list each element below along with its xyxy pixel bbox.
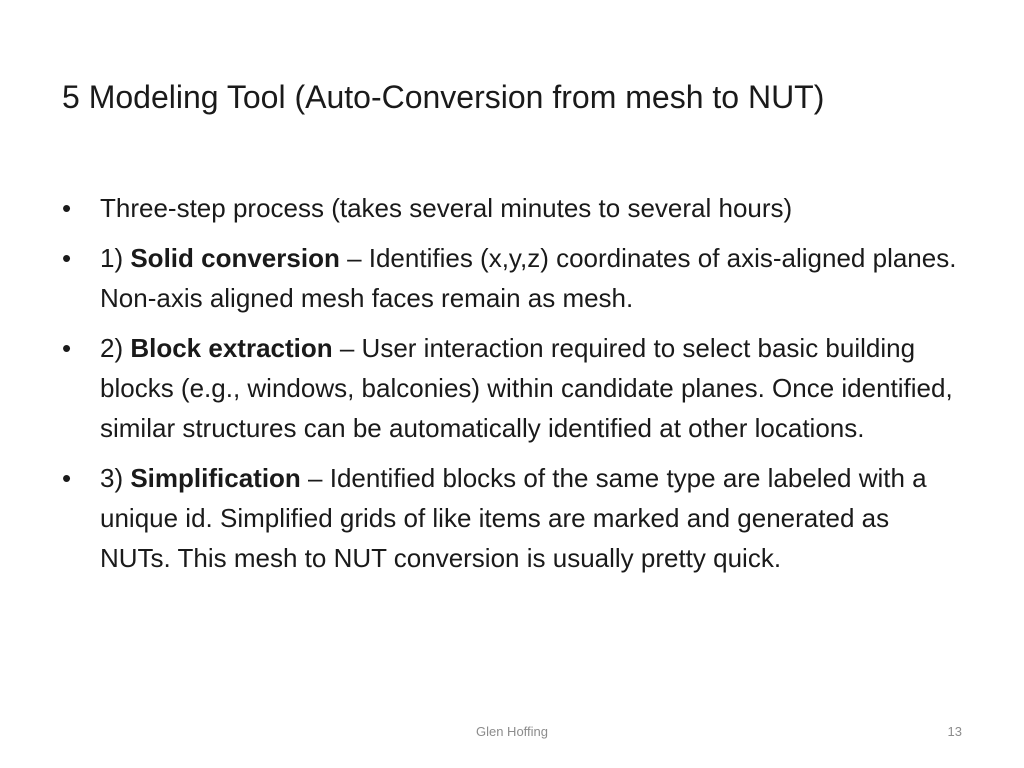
step-term: Solid conversion: [130, 243, 340, 273]
bullet-item-block-extraction: [62, 328, 962, 448]
step-term: Block extraction: [130, 333, 333, 363]
bullet-dot-icon: •: [62, 463, 72, 493]
slide-title: 5 Modeling Tool (Auto-Conversion from mesh to NUT): [62, 79, 825, 115]
step-description: – Identified blocks of the same type are labeled with a unique id. Simplified grids of like items are marked and generated as NUTs. This mesh to NUT conversion is usually pretty quick.: [100, 463, 927, 573]
page-number: 13: [947, 724, 962, 739]
bullet-item-solid-conversion: [62, 238, 962, 318]
step-term: Simplification: [130, 463, 301, 493]
step-number: 2): [100, 333, 131, 363]
bullet-list: [62, 188, 962, 588]
bullet-dot-icon: •: [62, 193, 72, 223]
bullet-dot-icon: •: [62, 243, 72, 273]
step-number: 1): [100, 243, 131, 273]
bullet-text: Three-step process (takes several minutes to several hours): [100, 193, 793, 223]
step-number: 3): [100, 463, 131, 493]
step-description: – User interaction required to select basic building blocks (e.g., windows, balconies) within candidate planes. Once identified, similar structures can be automatically identified at other locations.: [100, 333, 953, 443]
bullet-dot-icon: •: [62, 333, 72, 363]
step-description: – Identifies (x,y,z) coordinates of axis-aligned planes. Non-axis aligned mesh faces remain as mesh.: [100, 243, 957, 313]
footer-author: Glen Hoffing: [475, 724, 549, 739]
bullet-item-overview: [62, 188, 962, 228]
bullet-item-simplification: [62, 458, 962, 578]
